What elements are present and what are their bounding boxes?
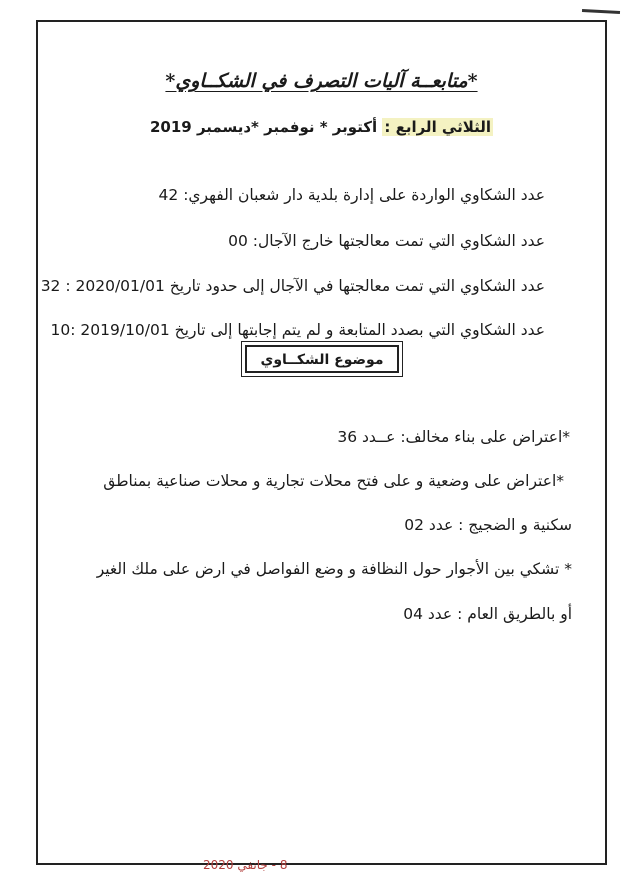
stat-line-received: عدد الشكاوي الواردة على إدارة بلدية دار شعبان الفهري: 42	[158, 186, 545, 204]
handwritten-date-note: 8 - جانفي 2020	[203, 858, 288, 872]
quarter-label: الثلاثي الرابع :	[384, 118, 492, 136]
stat-line-on-time: عدد الشكاوي التي تمت معالجتها في الآجال إلى حدود تاريخ 2020/01/01 : 32	[40, 277, 545, 295]
subject-heading-box	[241, 341, 403, 377]
quarter-months: أكتوبر * نوفمبر *ديسمبر 2019	[149, 118, 383, 136]
subject-heading: موضوع الشكــاوي	[245, 345, 399, 373]
page-title: *متابعــة آليات التصرف في الشكــاوي*	[165, 70, 478, 92]
complaint-item-shops: *اعتراض على وضعية و على فتح محلات تجارية و محلات صناعية بمناطق	[103, 472, 564, 490]
scan-mark	[582, 9, 620, 14]
quarter-line	[38, 118, 605, 136]
complaint-item-neighbors: * تشكي بين الأجوار حول النظافة و وضع الفواصل في ارض على ملك الغير	[96, 560, 572, 578]
complaint-item-shops-continued: سكنية و الضجيج : عدد 02	[404, 516, 572, 534]
complaint-item-neighbors-continued: أو بالطريق العام : عدد 04	[403, 605, 572, 623]
complaint-item-illegal-building: *اعتراض على بناء مخالف: عــدد 36	[337, 428, 570, 446]
stat-line-pending: عدد الشكاوي التي بصدد المتابعة و لم يتم إجابتها إلى تاريخ 2019/10/01 :10	[50, 321, 545, 339]
stat-line-late: عدد الشكاوي التي تمت معالجتها خارج الآجال: 00	[228, 232, 545, 250]
